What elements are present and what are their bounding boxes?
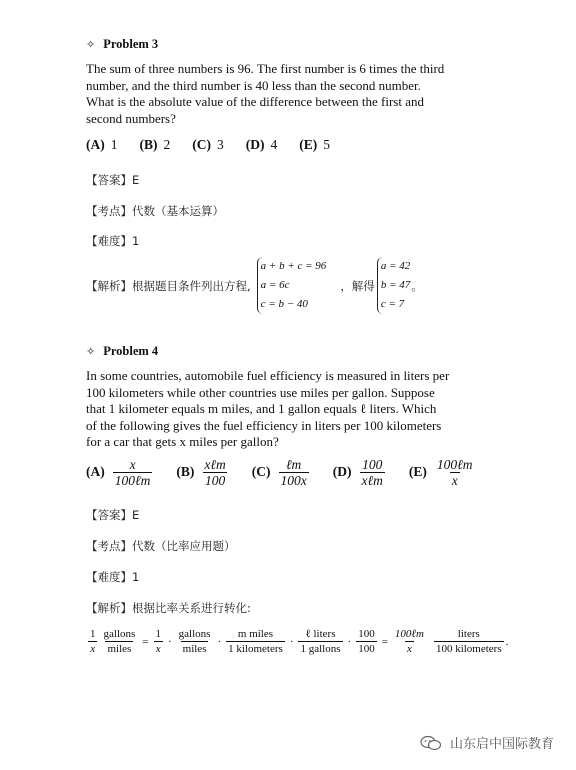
solve-label: ，解得 — [340, 278, 375, 293]
period: 。 — [411, 278, 423, 293]
fraction: $\frac{\text{gallons}}{\text{miles}}$ — [178, 628, 211, 655]
choice-c: (C) 3 — [192, 137, 224, 152]
problem-4-heading — [86, 344, 158, 359]
statement-line: of the following gives the fuel efficiency in liters per 100 kilometers — [86, 417, 442, 433]
diamond-icon: ✧ — [86, 38, 96, 51]
problem-3-heading — [86, 37, 158, 52]
problem-3-difficulty: 【难度】1 — [86, 234, 140, 248]
choice-b: (B) 2 — [139, 137, 171, 152]
choice-c: (C) $\frac{\text{ℓm}}{100x}$ — [251, 457, 307, 488]
fraction: $\frac{\text{liters}}{\text{100 kilometers}}$ — [435, 628, 502, 655]
watermark-text: 山东启中国际教育 — [450, 737, 555, 752]
choice-a: (A) 1 — [86, 137, 118, 152]
analysis-label: 【解析】根据题目条件列出方程, — [86, 278, 251, 293]
choice-e: (E) 5 — [299, 137, 330, 152]
choice-b: (B) $\frac{\text{xℓm}}{100}$ — [176, 457, 226, 488]
fraction: $\frac{1}{x}$ — [90, 628, 96, 655]
choice-d: (D) 4 — [245, 137, 278, 152]
equation-system: a + b + c = 96 a = 6c c = b − 40 — [257, 257, 327, 314]
statement-line: number, and the third number is 40 less than the second number. — [86, 77, 421, 93]
problem-4-choices — [86, 458, 499, 488]
watermark — [420, 733, 554, 752]
conversion-equation: $\frac{1}{x}$ $\frac{\text{gallons}}{\text{miles}}$ = $\frac{1}{x}$ · $\frac{\text{gallons}}{\text{miles}}$ · $\frac{\text{m miles}}{\text{1 kilometers}}$ · $\frac{\text{ℓ liters}}{\text{1 gallons}}$ · $\frac{100}{100}$ = $\frac{\text{100ℓm}}{x}$ $\frac{\text{liters}}{\text{100 kilometers}}$ . — [90, 628, 509, 655]
problem-4-answer: 【答案】E — [86, 508, 140, 522]
fraction: $\frac{\text{gallons}}{\text{miles}}$ — [103, 628, 136, 655]
problem-3-topic: 【考点】代数（基本运算） — [86, 204, 224, 218]
statement-line: for a car that gets x miles per gallon? — [86, 434, 279, 449]
choice-e: (E) $\frac{\text{100ℓm}}{x}$ — [408, 457, 473, 488]
problem-4-statement — [86, 368, 484, 451]
problem-4-topic: 【考点】代数（比率应用题） — [86, 539, 236, 553]
problem-3-statement — [86, 61, 484, 127]
statement-line: In some countries, automobile fuel efficiency is measured in liters per — [86, 368, 450, 383]
fraction: $\frac{\text{100ℓm}}{x}$ — [394, 628, 424, 655]
problem-4-analysis: 【解析】根据比率关系进行转化: — [86, 601, 251, 615]
problem-3-analysis — [86, 257, 423, 314]
fraction: $\frac{\text{ℓ liters}}{\text{1 gallons}}$ — [300, 628, 341, 655]
solution-system: a = 42 b = 47 c = 7 — [377, 257, 410, 314]
problem-3-answer: 【答案】E — [86, 173, 140, 187]
problem-4-difficulty: 【难度】1 — [86, 570, 140, 584]
diamond-icon: ✧ — [86, 345, 96, 358]
choice-d: (D) $\frac{100}{\text{xℓm}}$ — [332, 457, 383, 488]
problem-3-choices — [86, 137, 352, 153]
statement-line: second numbers? — [86, 110, 176, 126]
problem-3-title: Problem 3 — [103, 37, 159, 51]
statement-line: What is the absolute value of the difference between the first and — [86, 94, 424, 109]
fraction: $\frac{100}{100}$ — [358, 628, 375, 655]
statement-line: 100 kilometers while other countries use miles per gallon. Suppose — [86, 384, 435, 400]
problem-4-title: Problem 4 — [103, 344, 159, 358]
fraction: $\frac{1}{x}$ — [155, 628, 161, 655]
choice-a: (A) $\frac{x}{\text{100ℓm}}$ — [86, 457, 151, 488]
fraction: $\frac{\text{m miles}}{\text{1 kilometers}}$ — [228, 628, 283, 655]
wechat-icon — [420, 735, 442, 751]
statement-line: that 1 kilometer equals m miles, and 1 gallon equals ℓ liters. Which — [86, 401, 437, 416]
statement-line: The sum of three numbers is 96. The first number is 6 times the third — [86, 61, 445, 76]
